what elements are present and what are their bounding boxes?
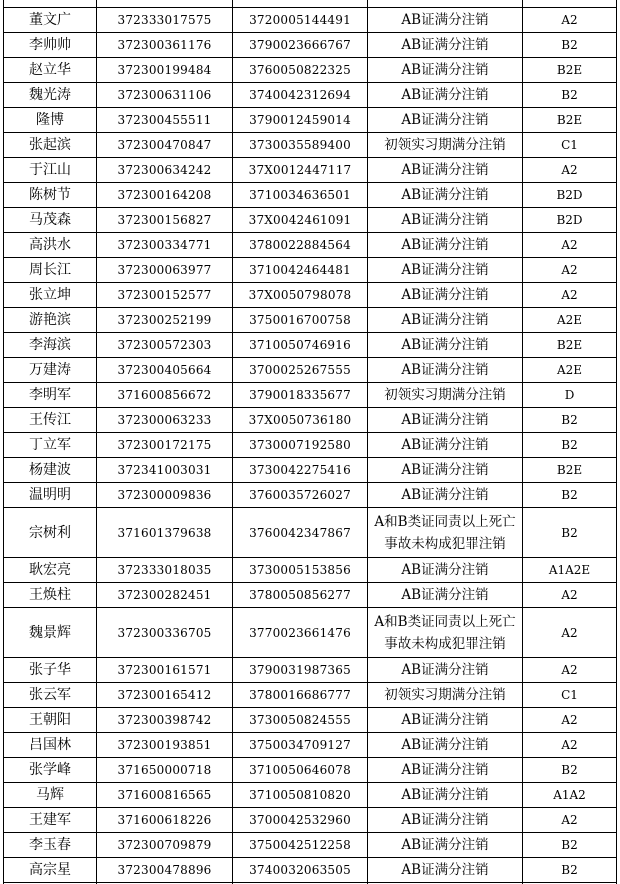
license-id-cell: 371600816565 [97,783,233,808]
driver-name-cell: 高宗星 [4,858,97,883]
revocation-reason-cell: 初领实习期满分注销 [368,683,523,708]
driver-name-cell: 张起滨 [4,133,97,158]
license-id-cell: 372300252199 [97,308,233,333]
table-row [4,708,617,733]
revocation-reason-cell: AB证满分注销 [368,708,523,733]
table-row [4,83,617,108]
driver-name-cell: 张学峰 [4,758,97,783]
license-id-cell: 372300193851 [97,733,233,758]
license-id-cell: 372300165412 [97,683,233,708]
license-id-cell: 371601379638 [97,508,233,558]
file-number-cell [233,0,368,8]
file-number-cell: 3710034636501 [233,183,368,208]
license-class-cell: D [523,383,617,408]
file-number-cell: 3790018335677 [233,383,368,408]
driver-name-cell: 魏景辉 [4,608,97,658]
table-row [4,58,617,83]
driver-name-cell: 于江山 [4,158,97,183]
file-number-cell: 3740032063505 [233,858,368,883]
license-class-cell: B2D [523,208,617,233]
license-class-cell: A2 [523,283,617,308]
table-row [4,283,617,308]
revocation-reason-cell: AB证满分注销 [368,258,523,283]
table-row [4,483,617,508]
driver-name-cell: 李明军 [4,383,97,408]
file-number-cell: 3740042312694 [233,83,368,108]
table-row [4,108,617,133]
license-id-cell: 372300631106 [97,83,233,108]
license-id-cell: 372300398742 [97,708,233,733]
file-number-cell: 3720005144491 [233,8,368,33]
table-row [4,433,617,458]
revocation-reason-cell: AB证满分注销 [368,808,523,833]
revocation-reason-cell: AB证满分注销 [368,733,523,758]
revocation-reason-cell: AB证满分注销 [368,558,523,583]
driver-name-cell: 陈树节 [4,183,97,208]
driver-name-cell: 张子华 [4,658,97,683]
driver-name-cell: 李海滨 [4,333,97,358]
file-number-cell: 3760042347867 [233,508,368,558]
driver-name-cell: 王朝阳 [4,708,97,733]
license-class-cell: B2 [523,508,617,558]
table-row [4,133,617,158]
revocation-reason-cell: AB证满分注销 [368,58,523,83]
license-class-cell: A2 [523,658,617,683]
license-class-cell: B2D [523,183,617,208]
file-number-cell: 3710050746916 [233,333,368,358]
license-class-cell: A2 [523,8,617,33]
table-row [4,683,617,708]
table-row [4,458,617,483]
license-id-cell: 372300336705 [97,608,233,658]
file-number-cell: 3780050856277 [233,583,368,608]
license-id-cell: 372341003031 [97,458,233,483]
license-id-cell: 372300282451 [97,583,233,608]
license-id-cell: 372300161571 [97,658,233,683]
license-id-cell: 371650000718 [97,758,233,783]
revocation-reason-cell: AB证满分注销 [368,233,523,258]
revocation-reason-cell: AB证满分注销 [368,658,523,683]
driver-name-cell: 游艳滨 [4,308,97,333]
table-row [4,858,617,883]
license-class-cell: B2E [523,108,617,133]
license-id-cell: 371600856672 [97,383,233,408]
driver-name-cell: 万建涛 [4,358,97,383]
revocation-reason-cell: AB证满分注销 [368,433,523,458]
license-class-cell: A2 [523,583,617,608]
driver-name-cell: 赵立华 [4,58,97,83]
file-number-cell: 3770023661476 [233,608,368,658]
revocation-reason-cell: A和B类证同责以上死亡事故未构成犯罪注销 [368,608,523,658]
driver-name-cell: 王传江 [4,408,97,433]
file-number-cell: 3700042532960 [233,808,368,833]
revocation-reason-cell: AB证满分注销 [368,408,523,433]
table-row [4,8,617,33]
revocation-reason-cell: A和B类证同责以上死亡事故未构成犯罪注销 [368,508,523,558]
file-number-cell: 3730050824555 [233,708,368,733]
revocation-reason-cell: AB证满分注销 [368,333,523,358]
table-row [4,833,617,858]
driver-name-cell: 隆博 [4,108,97,133]
license-id-cell: 372300455511 [97,108,233,133]
revocation-reason-cell: AB证满分注销 [368,783,523,808]
driver-name-cell [4,0,97,8]
file-number-cell: 3790023666767 [233,33,368,58]
table-row [4,183,617,208]
file-number-cell: 3760050822325 [233,58,368,83]
license-class-cell: A2 [523,233,617,258]
driver-name-cell: 马茂森 [4,208,97,233]
license-id-cell: 372300063977 [97,258,233,283]
driver-name-cell: 魏光涛 [4,83,97,108]
revocation-table [3,0,617,884]
license-class-cell: C1 [523,133,617,158]
table-row [4,358,617,383]
revocation-reason-cell: AB证满分注销 [368,358,523,383]
file-number-cell: 3760035726027 [233,483,368,508]
driver-name-cell: 李帅帅 [4,33,97,58]
driver-name-cell: 宗树利 [4,508,97,558]
driver-name-cell: 吕国林 [4,733,97,758]
license-id-cell: 372333018035 [97,558,233,583]
table-row [4,658,617,683]
table-row [4,608,617,658]
table-row [4,758,617,783]
table-row [4,733,617,758]
license-id-cell: 372300063233 [97,408,233,433]
file-number-cell: 3730005153856 [233,558,368,583]
driver-name-cell: 高洪水 [4,233,97,258]
license-class-cell: B2 [523,83,617,108]
table-row [4,808,617,833]
table-row [4,258,617,283]
driver-name-cell: 马辉 [4,783,97,808]
driver-name-cell: 王建军 [4,808,97,833]
license-class-cell: B2 [523,483,617,508]
table-row [4,408,617,433]
file-number-cell: 37X0012447117 [233,158,368,183]
license-id-cell: 372300156827 [97,208,233,233]
license-class-cell: B2 [523,433,617,458]
driver-name-cell: 李玉春 [4,833,97,858]
license-class-cell: C1 [523,683,617,708]
table-row [4,333,617,358]
table-row [4,783,617,808]
license-id-cell: 372300709879 [97,833,233,858]
license-class-cell: A2 [523,808,617,833]
table-row [4,233,617,258]
table-row [4,508,617,558]
revocation-reason-cell: AB证满分注销 [368,183,523,208]
file-number-cell: 3730042275416 [233,458,368,483]
file-number-cell: 3790031987365 [233,658,368,683]
license-class-cell: A2E [523,308,617,333]
driver-name-cell: 杨建波 [4,458,97,483]
revocation-reason-cell: AB证满分注销 [368,8,523,33]
file-number-cell: 3790012459014 [233,108,368,133]
file-number-cell: 3730007192580 [233,433,368,458]
license-class-cell: B2 [523,33,617,58]
file-number-cell: 3730035589400 [233,133,368,158]
license-class-cell: B2 [523,758,617,783]
license-id-cell: 372300470847 [97,133,233,158]
license-id-cell: 372300199484 [97,58,233,83]
revocation-reason-cell: AB证满分注销 [368,158,523,183]
license-id-cell: 372300361176 [97,33,233,58]
license-class-cell: A2 [523,158,617,183]
license-class-cell: B2E [523,458,617,483]
file-number-cell: 3710050810820 [233,783,368,808]
driver-name-cell: 张云军 [4,683,97,708]
revocation-reason-cell: AB证满分注销 [368,308,523,333]
license-id-cell: 372300152577 [97,283,233,308]
table-body [4,0,617,884]
file-number-cell: 3750016700758 [233,308,368,333]
license-id-cell: 372300634242 [97,158,233,183]
table-row [4,208,617,233]
revocation-reason-cell: AB证满分注销 [368,283,523,308]
revocation-reason-cell: AB证满分注销 [368,458,523,483]
driver-name-cell: 王焕柱 [4,583,97,608]
driver-name-cell: 周长江 [4,258,97,283]
file-number-cell: 3780016686777 [233,683,368,708]
revocation-reason-cell: AB证满分注销 [368,583,523,608]
revocation-reason-cell: 初领实习期满分注销 [368,133,523,158]
license-id-cell: 372300164208 [97,183,233,208]
file-number-cell: 3780022884564 [233,233,368,258]
revocation-reason-cell: AB证满分注销 [368,33,523,58]
license-id-cell: 372300334771 [97,233,233,258]
license-class-cell: A1A2E [523,558,617,583]
table-row [4,33,617,58]
file-number-cell: 37X0050798078 [233,283,368,308]
revocation-reason-cell [368,0,523,8]
table-row [4,383,617,408]
license-id-cell: 372300009836 [97,483,233,508]
table-row [4,308,617,333]
revocation-reason-cell: AB证满分注销 [368,108,523,133]
file-number-cell: 37X0050736180 [233,408,368,433]
license-class-cell: A2 [523,733,617,758]
license-class-cell: A2 [523,608,617,658]
file-number-cell: 3710050646078 [233,758,368,783]
license-id-cell: 372300172175 [97,433,233,458]
license-id-cell [97,0,233,8]
revocation-reason-cell: AB证满分注销 [368,208,523,233]
license-class-cell: A2 [523,708,617,733]
license-class-cell: A1A2 [523,783,617,808]
file-number-cell: 3700025267555 [233,358,368,383]
license-id-cell: 372300572303 [97,333,233,358]
driver-name-cell: 董文广 [4,8,97,33]
license-id-cell: 372333017575 [97,8,233,33]
revocation-reason-cell: AB证满分注销 [368,833,523,858]
license-class-cell: B2E [523,58,617,83]
license-class-cell: B2 [523,833,617,858]
revocation-reason-cell: AB证满分注销 [368,758,523,783]
license-class-cell: B2 [523,858,617,883]
license-class-cell: A2 [523,258,617,283]
table-row [4,0,617,8]
license-id-cell: 372300478896 [97,858,233,883]
license-id-cell: 372300405664 [97,358,233,383]
revocation-reason-cell: 初领实习期满分注销 [368,383,523,408]
license-class-cell: B2 [523,408,617,433]
license-id-cell: 371600618226 [97,808,233,833]
driver-name-cell: 温明明 [4,483,97,508]
license-class-cell: A2E [523,358,617,383]
driver-name-cell: 丁立军 [4,433,97,458]
revocation-reason-cell: AB证满分注销 [368,858,523,883]
file-number-cell: 3750034709127 [233,733,368,758]
license-class-cell [523,0,617,8]
file-number-cell: 3750042512258 [233,833,368,858]
license-class-cell: B2E [523,333,617,358]
table-row [4,158,617,183]
revocation-reason-cell: AB证满分注销 [368,83,523,108]
revocation-reason-cell: AB证满分注销 [368,483,523,508]
file-number-cell: 37X0042461091 [233,208,368,233]
table-row [4,583,617,608]
file-number-cell: 3710042464481 [233,258,368,283]
driver-name-cell: 张立坤 [4,283,97,308]
driver-name-cell: 耿宏亮 [4,558,97,583]
table-row [4,558,617,583]
